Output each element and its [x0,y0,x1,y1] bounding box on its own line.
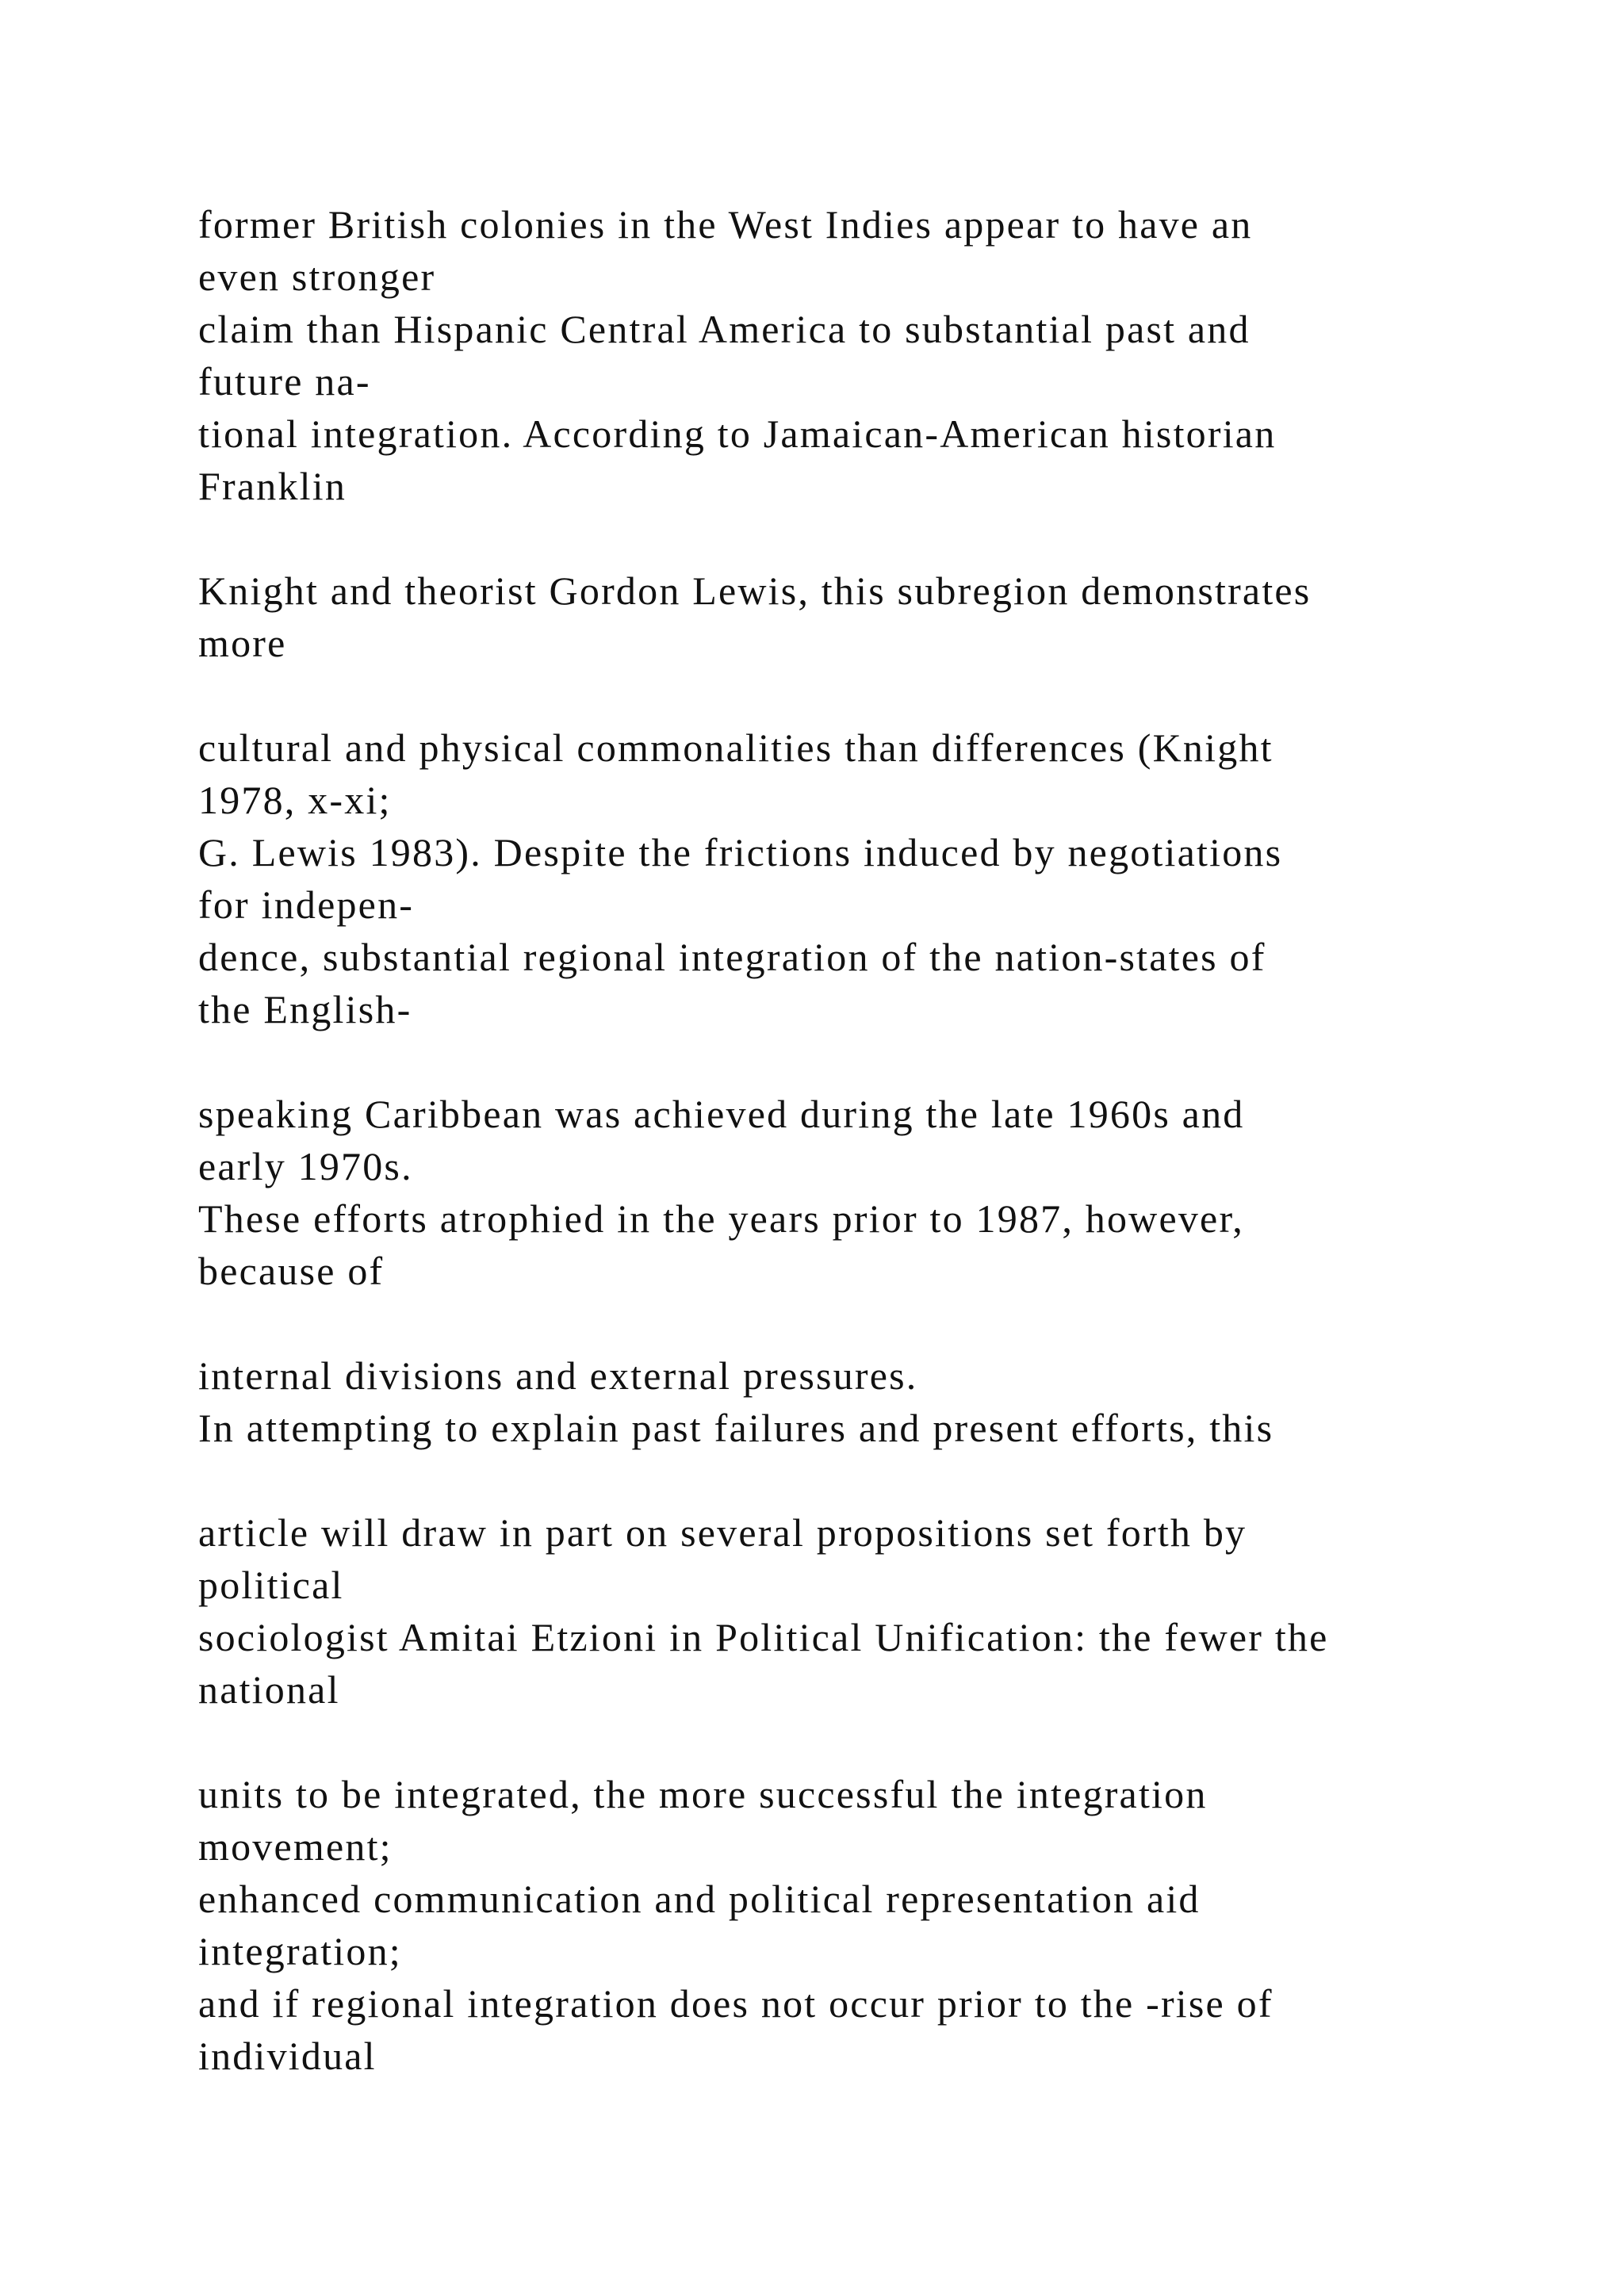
text-line: 1978, x-xi; [198,778,392,822]
text-line: Franklin [198,464,347,508]
text-line: former British colonies in the West Indies appear to have an [198,202,1253,247]
text-line: units to be integrated, the more successful the integration [198,1772,1208,1816]
text-line: future na- [198,359,371,404]
text-line: speaking Caribbean was achieved during the late 1960s and [198,1092,1245,1136]
text-line: article will draw in part on several propositions set forth by [198,1510,1247,1555]
text-line: tional integration. According to Jamaican-American historian [198,411,1277,456]
text-line: even stronger [198,254,436,299]
text-line: Knight and theorist Gordon Lewis, this subregion demonstrates [198,568,1312,613]
text-line: movement; [198,1824,393,1869]
text-line: early 1970s. [198,1144,413,1188]
text-line: because of [198,1249,385,1293]
text-line: for indepen- [198,882,415,927]
text-line: In attempting to explain past failures and present efforts, this [198,1406,1274,1450]
text-line: political [198,1563,344,1607]
text-line: These efforts atrophied in the years prior to 1987, however, [198,1196,1244,1241]
text-line: claim than Hispanic Central America to substantial past and [198,307,1251,351]
text-line: internal divisions and external pressures. [198,1353,918,1398]
text-line: enhanced communication and political representation aid [198,1877,1201,1921]
text-line: individual [198,2034,377,2078]
text-line: G. Lewis 1983). Despite the frictions induced by negotiations [198,830,1283,874]
text-line: integration; [198,1929,402,1973]
text-line: more [198,621,287,665]
text-line: national [198,1667,340,1712]
text-line: sociologist Amitai Etzioni in Political Unification: the fewer the [198,1615,1329,1659]
text-line: dence, substantial regional integration of the nation-states of [198,935,1266,979]
text-line: cultural and physical commonalities than differences (Knight [198,725,1274,770]
text-line: and if regional integration does not occur prior to the -rise of [198,1981,1274,2026]
text-line: the English- [198,987,412,1031]
